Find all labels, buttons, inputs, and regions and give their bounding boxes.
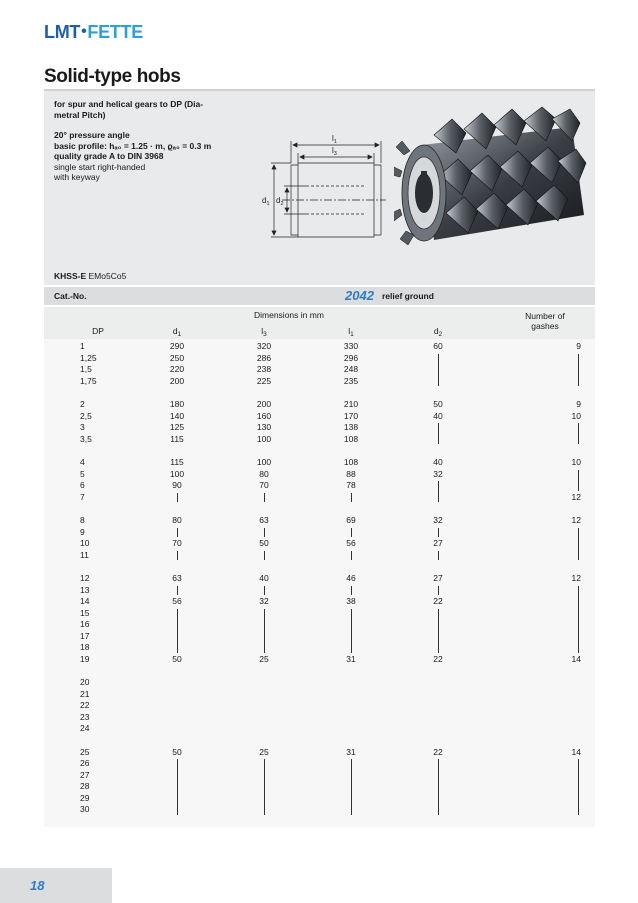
table-row — [44, 781, 595, 793]
cell-l3: 100 — [256, 457, 272, 467]
table-row — [44, 642, 595, 654]
cell-l1: 248 — [343, 364, 359, 374]
material-grade: KHSS-E — [54, 271, 87, 281]
cell-l3: 50 — [259, 538, 269, 548]
continuation-bar — [177, 528, 178, 538]
label-d1: $d_1$ — [262, 196, 270, 207]
continuation-bar — [177, 551, 178, 561]
col-header-d1: $d_1$ — [172, 326, 182, 338]
dimensions-header: Dimensions in mm — [254, 310, 324, 320]
continuation-bar — [438, 528, 439, 538]
cell-dp: 1,25 — [80, 352, 97, 363]
material-spec — [54, 271, 126, 281]
cell-gashes: 10 — [571, 410, 581, 421]
cell-l1: 31 — [346, 746, 356, 757]
desc-quality-grade: quality grade A to DIN 3968 — [54, 151, 164, 161]
cell-dp: 17 — [80, 630, 90, 641]
cell-d2: 22 — [433, 596, 443, 606]
table-row — [44, 747, 595, 759]
brand-logo — [44, 22, 143, 42]
cell-dp: 26 — [80, 758, 90, 768]
cell-d1: 220 — [169, 364, 185, 374]
table-row — [44, 712, 595, 724]
table-row — [44, 700, 595, 712]
cell-dp: 25 — [80, 746, 90, 757]
cell-dp: 22 — [80, 700, 90, 710]
cell-gashes: 12 — [571, 491, 581, 502]
cell-d1: 63 — [172, 573, 182, 583]
cell-gashes: 14 — [571, 653, 581, 664]
cell-d1: 56 — [172, 596, 182, 606]
hob-dimensions-table — [44, 307, 595, 827]
cell-d1: 50 — [172, 653, 182, 664]
cell-dp: 14 — [80, 596, 90, 606]
cell-dp: 1,75 — [80, 375, 97, 386]
table-row — [44, 364, 595, 376]
continuation-bar — [578, 586, 579, 653]
cell-gashes: 9 — [576, 341, 581, 351]
cell-l3: 25 — [259, 653, 269, 664]
table-row — [44, 457, 595, 469]
desc-start: single start right-handed — [54, 161, 146, 172]
continuation-bar — [438, 423, 439, 444]
label-d2: $d_2$ — [276, 196, 284, 207]
cell-dp: 29 — [80, 792, 90, 803]
cell-d1: 180 — [169, 399, 185, 409]
product-info-panel — [44, 89, 595, 285]
cell-gashes: 12 — [571, 573, 581, 583]
continuation-bar — [578, 470, 579, 491]
cell-dp: 13 — [80, 584, 90, 595]
table-row — [44, 515, 595, 527]
hob-dimension-diagram — [216, 131, 386, 251]
cell-l3: 80 — [259, 468, 269, 479]
cell-l3: 100 — [256, 433, 272, 444]
continuation-bar — [177, 609, 178, 653]
cell-dp: 15 — [80, 607, 90, 618]
cell-dp: 16 — [80, 619, 90, 629]
continuation-bar — [438, 586, 439, 596]
cell-l1: 170 — [343, 410, 359, 421]
page-title: Solid-type hobs — [44, 66, 181, 87]
cat-no-code: 2042 — [345, 288, 374, 303]
cell-l3: 25 — [259, 746, 269, 757]
cell-dp: 5 — [80, 468, 85, 479]
table-row — [44, 689, 595, 701]
continuation-bar — [438, 354, 439, 387]
desc-line-2: metral Pitch) — [54, 109, 106, 120]
cell-dp: 27 — [80, 769, 90, 780]
table-row — [44, 804, 595, 816]
cell-dp: 28 — [80, 781, 90, 791]
cell-d1: 70 — [172, 538, 182, 548]
cell-dp: 1 — [80, 341, 85, 351]
continuation-bar — [264, 528, 265, 538]
table-row — [44, 422, 595, 434]
table-row — [44, 573, 595, 585]
label-l3: $l_3$ — [332, 146, 337, 157]
col-header-d2: $d_2$ — [433, 326, 443, 338]
cell-d1: 100 — [169, 468, 185, 479]
cell-d2: 27 — [433, 573, 443, 583]
cell-d1: 140 — [169, 410, 185, 421]
desc-pressure-angle: 20° pressure angle — [54, 130, 130, 140]
cell-dp: 18 — [80, 642, 90, 652]
cell-d2: 40 — [433, 410, 443, 421]
table-row — [44, 469, 595, 481]
cell-l3: 286 — [256, 352, 272, 363]
cell-dp: 10 — [80, 538, 90, 548]
table-row — [44, 353, 595, 365]
cell-l1: 78 — [346, 480, 356, 490]
table-row — [44, 376, 595, 388]
continuation-bar — [578, 354, 579, 387]
cell-l3: 40 — [259, 573, 269, 583]
cell-l3: 238 — [256, 364, 272, 374]
continuation-bar — [438, 759, 439, 815]
cell-d1: 115 — [170, 457, 184, 467]
material-code: EMo5Co5 — [88, 271, 127, 281]
cell-l3: 70 — [259, 480, 269, 490]
cell-l3: 63 — [259, 515, 269, 525]
cell-dp: 3 — [80, 422, 85, 432]
brand-dot: • — [81, 23, 87, 40]
hob-photo — [394, 105, 590, 255]
cell-dp: 2,5 — [80, 410, 92, 421]
cell-d2: 22 — [433, 653, 443, 664]
cell-l3: 225 — [256, 375, 272, 386]
table-row — [44, 411, 595, 423]
cell-l1: 108 — [343, 457, 359, 467]
continuation-bar — [351, 586, 352, 596]
continuation-bar — [264, 551, 265, 561]
continuation-bar — [438, 481, 439, 502]
table-row — [44, 480, 595, 492]
cell-gashes: 12 — [571, 515, 581, 525]
cell-dp: 11 — [80, 549, 89, 560]
continuation-bar — [578, 423, 579, 444]
table-header — [44, 307, 595, 339]
gashes-header: Number of gashes — [525, 311, 565, 331]
table-row — [44, 770, 595, 782]
cell-gashes: 14 — [571, 746, 581, 757]
label-l1: $l_1$ — [332, 134, 337, 145]
cell-d1: 250 — [169, 352, 185, 363]
cell-l1: 235 — [343, 375, 359, 386]
cell-l1: 38 — [346, 596, 356, 606]
cell-d2: 32 — [433, 468, 443, 479]
table-row — [44, 550, 595, 562]
cell-d2: 50 — [433, 399, 443, 409]
cell-gashes: 9 — [576, 399, 581, 409]
table-row — [44, 723, 595, 735]
desc-keyway: with keyway — [54, 172, 100, 182]
cell-l1: 296 — [343, 352, 359, 363]
continuation-bar — [438, 609, 439, 653]
table-row — [44, 399, 595, 411]
cell-d1: 90 — [172, 480, 182, 490]
cell-d2: 22 — [433, 746, 443, 757]
cell-dp: 4 — [80, 457, 85, 467]
table-row — [44, 434, 595, 446]
cat-no-label: Cat.-No. — [54, 291, 87, 301]
table-row — [44, 492, 595, 504]
cell-dp: 20 — [80, 677, 90, 687]
continuation-bar — [264, 493, 265, 503]
continuation-bar — [177, 586, 178, 596]
cell-d2: 60 — [433, 341, 443, 351]
cell-d1: 200 — [169, 375, 185, 386]
table-row — [44, 793, 595, 805]
cell-gashes: 10 — [571, 457, 581, 467]
cell-dp: 9 — [80, 526, 85, 537]
table-row — [44, 608, 595, 620]
table-row — [44, 527, 595, 539]
cell-d2: 32 — [433, 515, 443, 525]
cell-dp: 12 — [80, 573, 90, 583]
cell-dp: 2 — [80, 399, 85, 409]
cell-dp: 21 — [80, 688, 90, 699]
product-description — [54, 99, 211, 183]
cell-l3: 160 — [256, 410, 272, 421]
cell-d2: 27 — [433, 538, 443, 548]
continuation-bar — [351, 493, 352, 503]
continuation-bar — [264, 609, 265, 653]
cell-dp: 23 — [80, 711, 90, 722]
continuation-bar — [578, 528, 579, 561]
cell-d2: 40 — [433, 457, 443, 467]
brand-part-1: LMT — [44, 21, 81, 42]
cell-l1: 46 — [346, 573, 356, 583]
col-header-l1: $l_1$ — [348, 326, 354, 338]
table-row — [44, 631, 595, 643]
cell-d1: 290 — [169, 341, 185, 351]
cell-dp: 6 — [80, 480, 85, 490]
cell-dp: 7 — [80, 491, 85, 502]
table-row — [44, 677, 595, 689]
table-row — [44, 654, 595, 666]
cell-d1: 115 — [170, 433, 184, 444]
continuation-bar — [264, 759, 265, 815]
cell-l1: 330 — [343, 341, 359, 351]
cell-l1: 138 — [343, 422, 359, 432]
cat-relief-label: relief ground — [382, 291, 434, 301]
table-row — [44, 341, 595, 353]
cell-dp: 30 — [80, 804, 90, 814]
cell-d1: 80 — [172, 515, 182, 525]
continuation-bar — [438, 551, 439, 561]
desc-basic-profile: basic profile: hₐ₀ = 1.25 · m, ϱₐ₀ = 0.3 m — [54, 140, 212, 151]
continuation-bar — [177, 759, 178, 815]
table-row — [44, 585, 595, 597]
cell-dp: 24 — [80, 723, 90, 733]
cell-dp: 19 — [80, 653, 90, 664]
table-row — [44, 538, 595, 550]
desc-line-1: for spur and helical gears to DP (Dia- — [54, 99, 204, 109]
continuation-bar — [351, 551, 352, 561]
cell-l3: 130 — [256, 422, 272, 432]
cell-l1: 210 — [343, 399, 359, 409]
continuation-bar — [351, 759, 352, 815]
table-row — [44, 596, 595, 608]
brand-part-2: FETTE — [87, 21, 143, 42]
continuation-bar — [264, 586, 265, 596]
cell-l3: 200 — [256, 399, 272, 409]
cell-l1: 88 — [346, 468, 356, 479]
page-number: 18 — [30, 878, 45, 893]
cell-l1: 108 — [343, 433, 359, 444]
catalog-bar — [44, 287, 595, 305]
page-number-box — [0, 868, 112, 903]
col-header-dp: DP — [92, 326, 104, 336]
continuation-bar — [351, 609, 352, 653]
continuation-bar — [351, 528, 352, 538]
cell-l3: 32 — [259, 596, 269, 606]
cell-l1: 69 — [346, 515, 356, 525]
cell-dp: 3,5 — [80, 433, 92, 444]
table-row — [44, 758, 595, 770]
cell-l3: 320 — [256, 341, 272, 351]
table-row — [44, 619, 595, 631]
cell-l1: 56 — [346, 538, 356, 548]
continuation-bar — [578, 759, 579, 815]
cell-d1: 125 — [169, 422, 185, 432]
col-header-l3: $l_3$ — [261, 326, 267, 338]
cell-l1: 31 — [346, 653, 356, 664]
continuation-bar — [177, 493, 178, 503]
cell-d1: 50 — [172, 746, 182, 757]
cell-dp: 1,5 — [80, 364, 92, 374]
cell-dp: 8 — [80, 515, 85, 525]
